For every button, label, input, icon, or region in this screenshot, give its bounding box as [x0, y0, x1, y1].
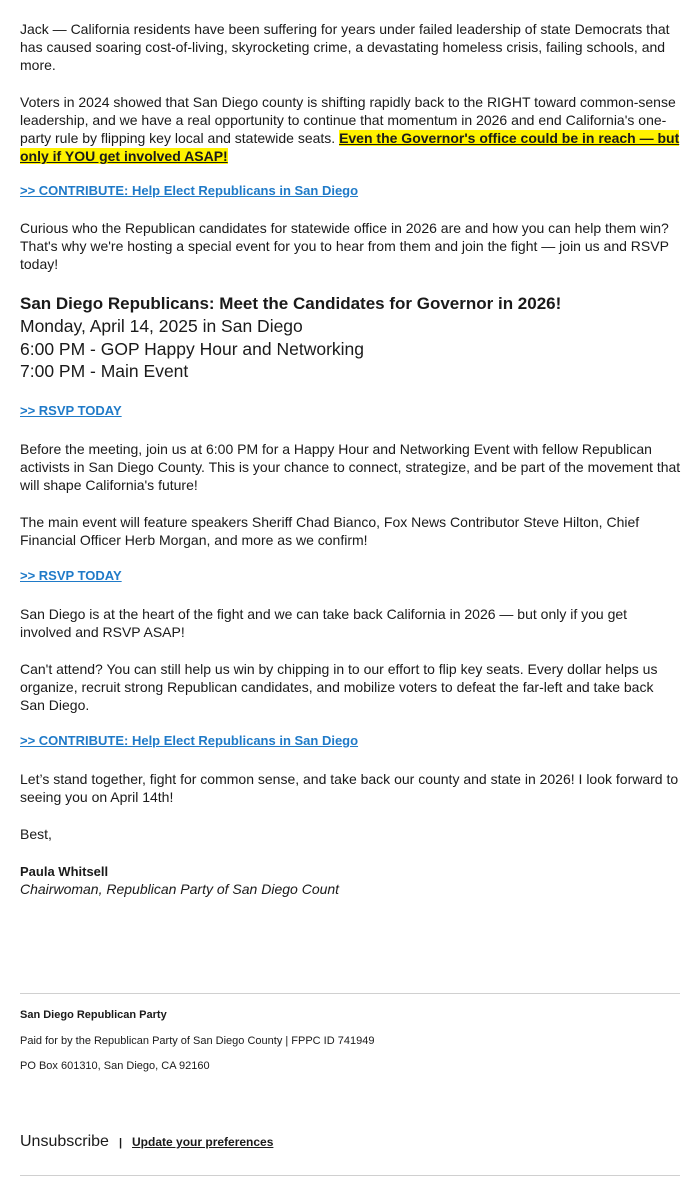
- happy-hour-paragraph: Before the meeting, join us at 6:00 PM for a Happy Hour and Networking Event with fellow Republican activists in San Diego County. This is your chance to connect, strategize, and be part of the movement that will shape California's future!: [20, 441, 681, 493]
- footer-separator: |: [118, 1137, 123, 1149]
- rsvp-link-1[interactable]: >> RSVP TODAY: [20, 403, 122, 418]
- intro-paragraph-2-text: Voters in 2024 showed that San Diego county is shifting rapidly back to the RIGHT toward common-sense leadership, and we have a real opportunity to continue that momentum in 2026 and end California's one-party rule by flipping key local and statewide seats.: [20, 94, 676, 146]
- update-preferences-link[interactable]: Update your preferences: [132, 1135, 274, 1149]
- footer-paid-for: Paid for by the Republican Party of San Diego County | FPPC ID 741949: [20, 1035, 375, 1047]
- signoff: Best,: [20, 826, 52, 842]
- signature-name: Paula Whitsell: [20, 864, 109, 879]
- footer-divider-top: [20, 993, 680, 994]
- unsubscribe-link[interactable]: Unsubscribe: [20, 1133, 109, 1150]
- event-time-main: 7:00 PM - Main Event: [20, 361, 189, 381]
- footer-address: PO Box 601310, San Diego, CA 92160: [20, 1060, 210, 1072]
- speakers-paragraph: The main event will feature speakers Sheriff Chad Bianco, Fox News Contributor Steve Hilton, Chief Financial Officer Herb Morgan, and more as we confirm!: [20, 514, 640, 548]
- cant-attend-paragraph: Can't attend? You can still help us win by chipping in to our effort to flip key seats. Every dollar helps us organize, recruit strong Republican candidates, and mobilize voters to defeat the far-left and take back San Diego.: [20, 661, 658, 713]
- curious-paragraph: Curious who the Republican candidates for statewide office in 2026 are and how you can help them win? That's why we're hosting a special event for you to hear from them and join the fight — join us and RSVP today!: [20, 220, 669, 272]
- intro-paragraph-2: [20, 93, 682, 165]
- event-time-happy-hour: 6:00 PM - GOP Happy Hour and Networking: [20, 339, 365, 359]
- footer-divider-bottom: [20, 1175, 680, 1176]
- heart-paragraph: San Diego is at the heart of the fight and we can take back California in 2026 — but only if you get involved and RSVP ASAP!: [20, 606, 628, 640]
- rsvp-link-2[interactable]: >> RSVP TODAY: [20, 568, 122, 583]
- contribute-link-2[interactable]: >> CONTRIBUTE: Help Elect Republicans in San Diego: [20, 733, 359, 748]
- signature-title: Chairwoman, Republican Party of San Diego Count: [20, 881, 340, 897]
- highlighted-callout: Even the Governor's office could be in reach — but only if YOU get involved ASAP!: [20, 130, 680, 164]
- closing-paragraph: Let’s stand together, fight for common sense, and take back our county and state in 2026! I look forward to seeing you on April 14th!: [20, 771, 679, 805]
- footer-org-name: San Diego Republican Party: [20, 1009, 167, 1021]
- event-date: Monday, April 14, 2025 in San Diego: [20, 316, 303, 336]
- event-title: San Diego Republicans: Meet the Candidates for Governor in 2026!: [20, 294, 562, 313]
- footer-links: [20, 1133, 273, 1151]
- intro-paragraph-1: Jack — California residents have been suffering for years under failed leadership of state Democrats that has caused soaring cost-of-living, skyrocketing crime, a devastating homeless crisis, failing schools, and more.: [20, 21, 670, 73]
- contribute-link-1[interactable]: >> CONTRIBUTE: Help Elect Republicans in San Diego: [20, 183, 359, 198]
